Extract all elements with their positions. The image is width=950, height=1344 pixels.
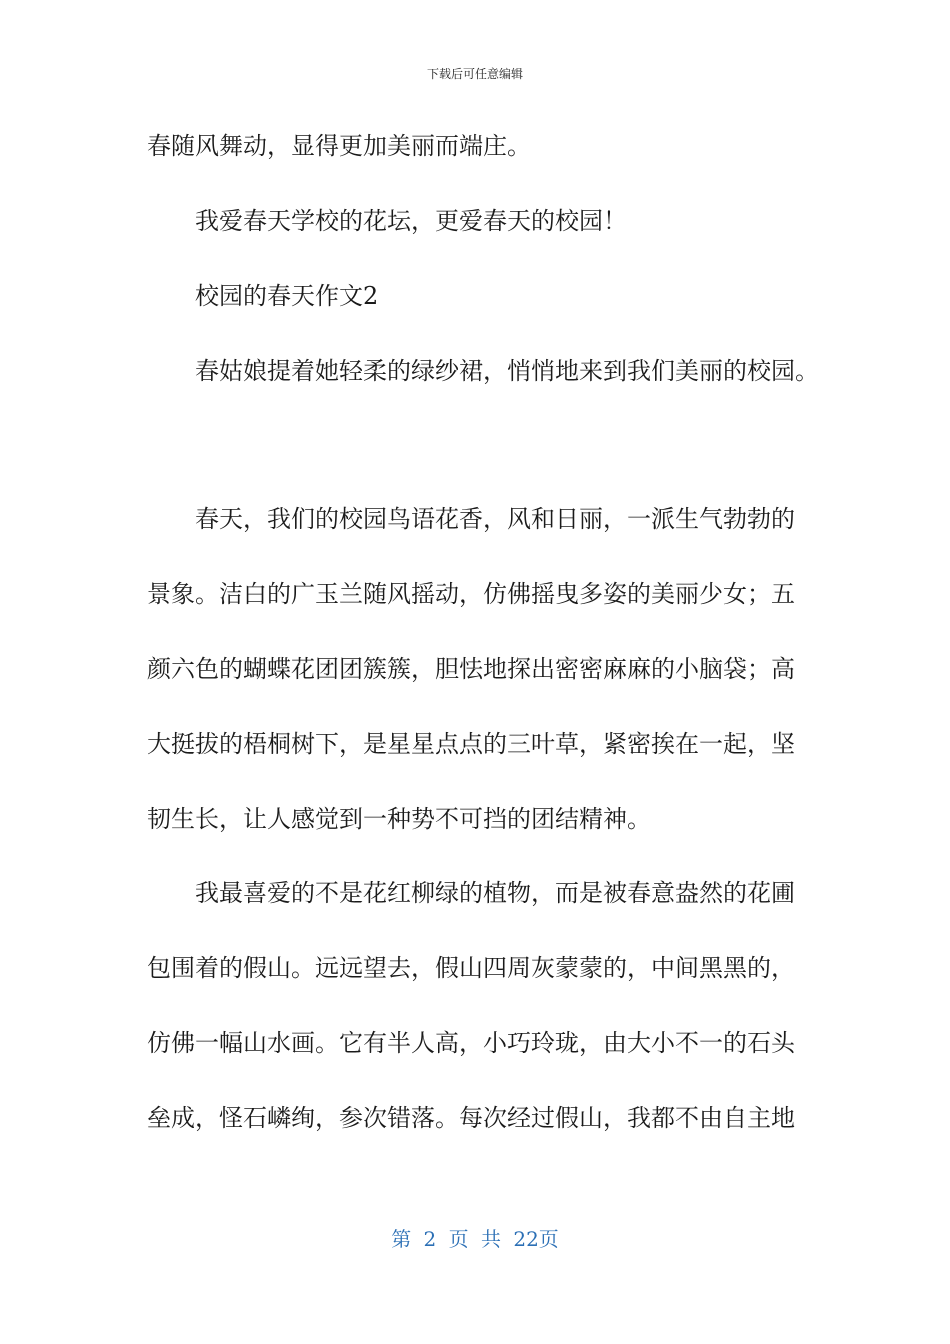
section-heading: 校园的春天作文2 <box>195 282 379 310</box>
text-line: 春随风舞动，显得更加美丽而端庄。 <box>147 132 531 160</box>
page-header: 下载后可任意编辑 <box>426 67 523 81</box>
text-line: 垒成，怪石嶙绚，参次错落。每次经过假山，我都不由自主地 <box>147 1104 795 1132</box>
text-line: 春姑娘提着她轻柔的绿纱裙，悄悄地来到我们美丽的校园。 <box>195 357 819 385</box>
text-line: 我爱春天学校的花坛，更爱春天的校园！ <box>195 207 627 235</box>
text-line: 仿佛一幅山水画。它有半人高，小巧玲珑，由大小不一的石头 <box>147 1029 795 1057</box>
text-line: 颜六色的蝴蝶花团团簇簇，胆怯地探出密密麻麻的小脑袋；高 <box>147 655 795 683</box>
text-line: 我最喜爱的不是花红柳绿的植物，而是被春意盎然的花圃 <box>195 879 795 907</box>
text-line: 景象。洁白的广玉兰随风摇动，仿佛摇曳多姿的美丽少女；五 <box>147 580 795 608</box>
text-line: 大挺拔的梧桐树下，是星星点点的三叶草，紧密挨在一起，坚 <box>147 730 795 758</box>
text-line: 春天，我们的校园鸟语花香，风和日丽，一派生气勃勃的 <box>195 505 795 533</box>
page-footer: 第 2 页 共 22页 <box>391 1227 559 1251</box>
text-line: 包围着的假山。远远望去，假山四周灰蒙蒙的，中间黑黑的， <box>147 954 795 982</box>
text-line: 韧生长，让人感觉到一种势不可挡的团结精神。 <box>147 805 651 833</box>
